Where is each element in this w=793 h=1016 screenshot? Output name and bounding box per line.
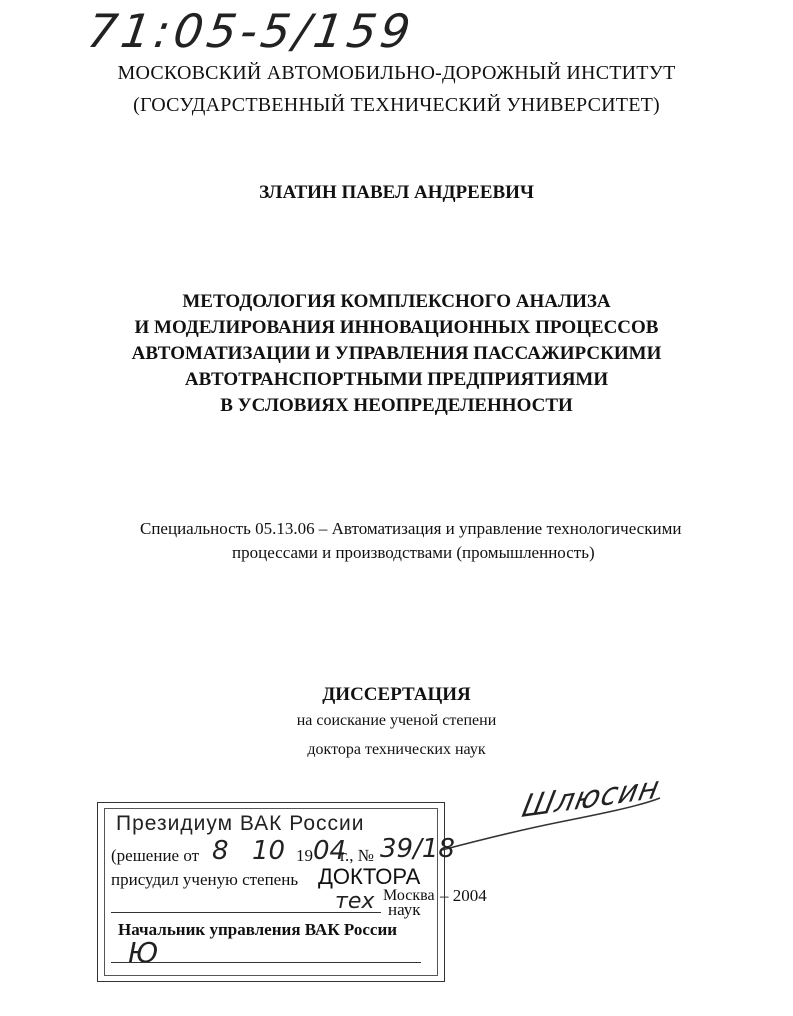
stamp-year-suffix: г., № [340, 846, 375, 865]
stamp-title: Президиум ВАК России [116, 812, 365, 835]
title-line: МЕТОДОЛОГИЯ КОМПЛЕКСНОГО АНАЛИЗА [182, 291, 611, 312]
title-line: АВТОТРАНСПОРТНЫМИ ПРЕДПРИЯТИЯМИ [184, 369, 609, 390]
stamp-signature: Ю [128, 936, 159, 969]
title-line: И МОДЕЛИРОВАНИЯ ИННОВАЦИОННЫХ ПРОЦЕССОВ [134, 317, 659, 338]
dissertation-title [0, 289, 793, 419]
stamp-awarded: присудил ученую степень [111, 870, 299, 889]
year: – 2004 [440, 886, 487, 905]
stamp-field-suffix: наук [388, 900, 421, 919]
stamp-year: 04 [313, 836, 347, 866]
stamp-decision-prefix: (решение от [111, 846, 200, 865]
stamp-head: Начальник управления ВАК России [118, 920, 398, 939]
specialty-line-1: Специальность 05.13.06 – Автоматизация и управление технологическими [140, 519, 682, 538]
stamp-number: 39/18 [380, 834, 455, 864]
stamp-month: 10 [252, 836, 286, 866]
archive-code: 71:05-5/159 [84, 4, 418, 58]
stamp-day: 8 [212, 836, 229, 866]
degree-line-2: доктора технических наук [307, 741, 486, 758]
degree-heading: ДИССЕРТАЦИЯ [322, 684, 471, 705]
institution-line-1: МОСКОВСКИЙ АВТОМОБИЛЬНО-ДОРОЖНЫЙ ИНСТИТУТ [117, 62, 676, 84]
handwritten-signature: Шлюсин [518, 769, 664, 826]
stamp-signature-line [111, 962, 421, 963]
author-name: ЗЛАТИН ПАВЕЛ АНДРЕЕВИЧ [259, 182, 534, 203]
title-line: В УСЛОВИЯХ НЕОПРЕДЕЛЕННОСТИ [220, 395, 573, 416]
stamp-degree: ДОКТОРА [318, 864, 421, 889]
stamp-year-prefix: 19 [296, 846, 313, 865]
signature-stroke [440, 790, 700, 870]
stamp-field: тех [335, 889, 375, 914]
institution-line-2: (ГОСУДАРСТВЕННЫЙ ТЕХНИЧЕСКИЙ УНИВЕРСИТЕТ) [133, 94, 660, 116]
title-line: АВТОМАТИЗАЦИИ И УПРАВЛЕНИЯ ПАССАЖИРСКИМИ [131, 343, 662, 364]
city: Москва [383, 887, 435, 904]
degree-line-1: на соискание ученой степени [296, 712, 497, 729]
specialty-line-2: процессами и производствами (промышленность) [232, 543, 595, 562]
